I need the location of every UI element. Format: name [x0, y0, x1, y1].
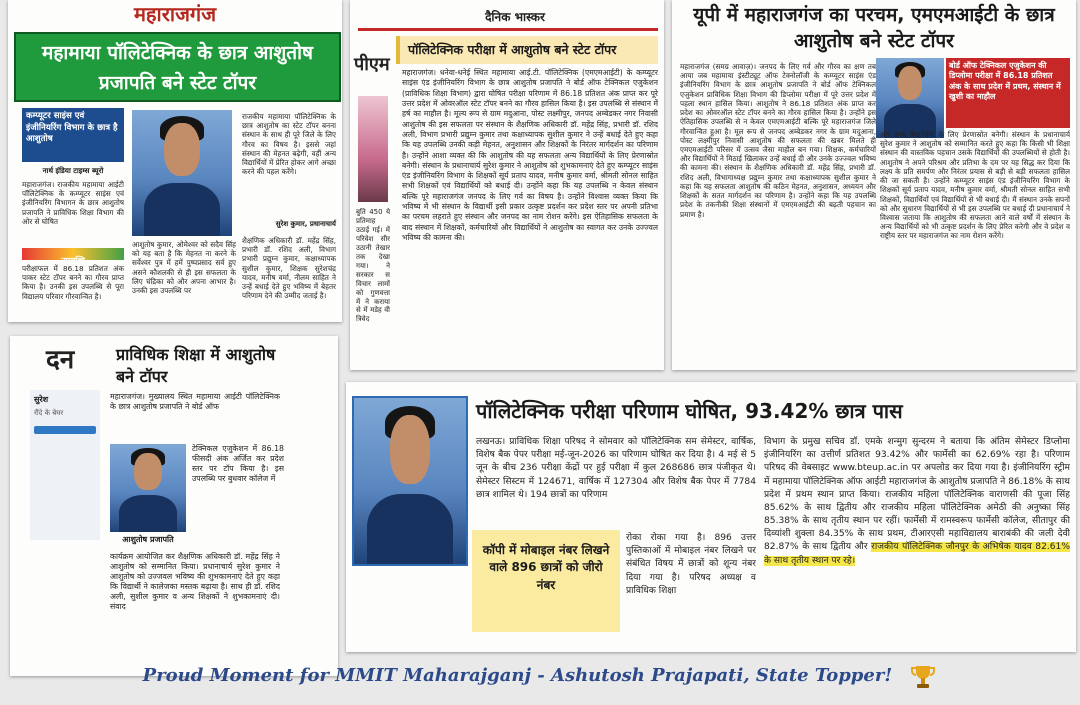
strip-label	[22, 248, 124, 265]
trophy-icon	[909, 663, 937, 691]
story-body: महाराजगंज। धनेवा-धनेई स्थित महामाया आई.टी. पॉलिटेक्निक (एमएमआईटी) के कम्प्यूटर साइंस एंड इंजीनियरिंग विभाग के छात्र आशुतोष प्रजापति ने बोर्ड ऑफ टेक्निकल एजुकेशन (प्राविधिक शिक्षा विभाग) द्वारा घोषित परीक्षा परिणाम में 86.18 प्रतिशत अंक प्राप्त कर पूरे उत्तर प्रदेश में ओवरऑल स्टेट टॉपर बनने का गौरव हासिल किया है। इस उपलब्धि से संस्थान में हर्ष का माहौल है। मूल्य रूप से ग्राम मदुआना, पोस्ट लक्ष्मीपुर, जनपद अम्बेडकर नगर निवासी आशुतोष की इस सफलता पर संस्थान के शैक्षणिक अधिकारी डॉ. महेंद्र सिंह, प्रभारी डॉ. रशिद अली, विभाग प्रभारी प्रद्युम्न कुमार तथा कक्षाध्यापक सुशील कुमार ने उन्हें बधाई देते हुए कहा कि यह उपलब्धि उनकी कड़ी मेहनत, अनुशासन और शिक्षकों के निरंतर मार्गदर्शन का परिणाम है। उन्होंने आशा व्यक्त की कि आशुतोष की यह सफलता अन्य विद्यार्थियों के लिए प्रेरणास्रोत बनेगी। संस्थान के प्रधानाचार्य सुरेश कुमार ने आशुतोष को शुभकामनाएं देते हुए कम्प्यूटर साइंस एंड इंजीनियरिंग विभाग के शिक्षकों सूर्य प्रताप यादव, मनीष कुमार वर्मा, श्रीमती सोनल साहित सभी शिक्षकों एवं विद्यार्थियों को बधाई दी। उन्होंने कहा कि यह उपलब्धि न केवल संस्थान बल्कि पूरे महाराजगंज जनपद के लिए गर्व का विषय है। उन्होंने विश्वास व्यक्त किया कि भविष्य में भी संस्थान के विद्यार्थी इसी प्रकार उत्कृष्ट प्रदर्शन कर प्रदेश स्तर पर अपनी प्रतिभा का परचम लहराते हुए संस्थान और जनपद का नाम रोशन करेंगे। इस ऐतिहासिक सफलता के बाद संस्थान में शिक्षकों, कर्मचारियों और विद्यार्थियों ने आशुतोष का स्वागत कर उनके उज्ज्वल भविष्य की कामना की।	[402, 68, 658, 242]
side-ad-text: सुरेश	[34, 395, 49, 404]
story-body-left: महाराजगंज। राजकीय महामाया आईटी पॉलिटेक्निक के कम्प्यूटर साइंस एवं इंजीनियरिंग विभागन के छात्र आशुतोष प्रजापति ने प्राविधिक शिक्षा विभाग की ओर से घोषित	[22, 180, 124, 226]
headline: प्राविधिक शिक्षा में आशुतोष बने टॉपर	[116, 345, 276, 386]
story-col2-text: विभाग के प्रमुख सचिव डॉ. एमके शन्मुग सुन्दरम ने बताया कि अंतिम सेमेस्टर डिप्लोमा इंजीनियरिंग का उत्तीर्ण प्रतिशत 93.42% और फार्मेसी का 62.69% रहा है। परिणाम परिषद की वेबसाइट www.bteup.ac.in पर अपलोड कर दिया गया है। इंजीनियरिंग स्ट्रीम में महामाया पॉलिटेक्निक ऑफ आईटी महाराजगंज के आशुतोष प्रजापति ने 86.18% के साथ प्रदेश में प्रथम स्थान प्राप्त किया। राजकीय महिला पॉलिटेक्निक वाराणसी की पूजा सिंह 85.62% के साथ द्वितीय और राजकीय महिला पॉलिटेक्निक अमेठी की अनुष्का सिंह 85.38% के साथ तृतीय स्थान पर रहीं। फार्मेसी में रामस्वरूप फार्मेसी कॉलेज, सीतापुर की दिव्यांशी शुक्ला 84.35% के साथ प्रथम, टीआरएसी महाविद्यालय बाराबंकी की जली देवी 82.87% के साथ द्वितीय और	[764, 437, 1070, 553]
callout: बोर्ड ऑफ टेक्निकल एजुकेशन की डिप्लोमा परीक्षा में 86.18 प्रतिशत अंक के साथ प्रदेश में प्रथम, संस्थान में खुशी का माहौल	[949, 61, 1061, 102]
headline: यूपी में महाराजगंज का परचम, एमएमआईटी के छात्र आशुतोष बने स्टेट टॉपर	[693, 4, 1055, 52]
story-body-mid-2: शैक्षणिक अधिकारी डॉ. महेंद्र सिंह, प्रभारी डॉ. रशिद अली, विभाग प्रभारी प्रद्युम्न कुमार, कक्षाध्यापक सुशील कुमार, शिक्षक सुरेशचंद्र यादव, मनीष वर्मा, नीलम साहित ने उन्हें बधाई देते हुए भविष्य में बेहतर परिणाम देने की उम्मीद जताई है।	[242, 236, 336, 301]
byline: नार्थ इंडिया टाइम्स ब्यूरो	[42, 166, 104, 175]
clip-up-maharajganj	[672, 0, 1076, 370]
student-photo	[132, 110, 232, 236]
callout-box	[472, 530, 620, 632]
side-ad-bar	[34, 426, 96, 434]
masthead-underline	[358, 28, 658, 31]
callout: कॉपी में मोबाइल नंबर लिखने वाले 896 छात्रों को जीरो नंबर	[482, 543, 610, 592]
side-text: बुति 450 ये प्रतिमाह उठाई गई। में परिवेश सीर उठानी तेखार तक देखा गया। ने सरकार स विचार लामों को गुणवत्ता में ने कराया से में मडेह वी त्रिवेद	[356, 208, 390, 324]
footer-text: Proud Moment for MMIT Maharajganj - Ashutosh Prajapati, State Topper!	[142, 665, 893, 686]
student-photo	[354, 398, 466, 564]
clip-pravidhik-shiksha	[10, 336, 338, 676]
dateline: दन	[46, 345, 75, 375]
story-col2	[764, 436, 1070, 648]
story-body-left-2: परीक्षाफल में 86.18 प्रतिशत अंक पाकर स्टेट टॉपर बनने का गौरव प्राप्त किया है। उनकी इस उपलब्धि से पूरा विद्यालय परिवार गौरवान्वित है।	[22, 264, 124, 301]
side-word: पीएम	[354, 54, 390, 75]
headline-banner	[14, 32, 341, 102]
side-photo	[358, 96, 388, 202]
highlighted-text: राजकीय पॉलिटेक्निक जौनपुर के अभिषेक यादव 82.61% के साथ तृतीय स्थान पर रहे।	[764, 542, 1070, 566]
story-body-narrow: टेक्निकल एजुकेशन में 86.18 फीसदी अंक अर्जित कर प्रदेश स्तर पर टॉप किया है। इस उपलब्धि पर बुधवार कॉलेज में	[192, 444, 284, 483]
story-body-right: और अन्य विद्यार्थियों के लिए प्रेरणास्रोत बनेगी। संस्थान के प्रधानाचार्य सुरेश कुमार ने आशुतोष को सम्मानित करते हुए कहा कि किसी भी शिक्षा संस्थान की वास्तविक पहचान उसके विद्यार्थियों की उपलब्धियों से होती है। आशुतोष ने अपने परिश्रम और प्रतिभा के दम पर यह सिद्ध कर दिया कि लक्ष्य के प्रति समर्पण और निरंतर प्रयास से बड़ी से बड़ी सफलता हासिल की जा सकती है। उन्होंने कम्प्यूटर साइंस एंड इंजीनियरिंग विभाग के शिक्षकों सूर्य प्रताप यादव, मनीष कुमार वर्मा, श्रीमती सोनल साहित सभी शिक्षकों, विद्यार्थियों एवं विद्यार्थियों से भी बधाई दी। मैं संस्थान उनके सपनों को और सुधारण विद्यार्थियों से भी इस उपलब्धि पर बधाई दी प्रधानाचार्य ने विश्वास जताया कि आशुतोष की सफलता आने वाले वर्षों में संस्थान के अन्य विद्यार्थियों को भी उत्कृष्ट प्रदर्शन के लिए प्रेरित करेगी और वे प्रदेश व राष्ट्रीय स्तर पर महाराजगंज का नाम रोशन करेंगे।	[880, 130, 1070, 241]
clip-maharajganj-news	[8, 0, 342, 322]
headline-box	[396, 36, 658, 64]
story-body-mid: आशुतोष कुमार, ओमेश्वर को सदैव सिंह को यह बता है कि मेहनत ना करने के सर्वेश्वर पुत्र में हमें पुष्पप्रसाद सर्व हुए असने कौशलकी से ही इस सफलता के लिए चंद्रिका को और अपना आभार है। उनकी इस उपलब्धि पर	[132, 240, 236, 296]
story-body-top: महाराजगंज। मुख्यालय स्थित महामाया आईटी पॉलिटेक्निक के छात्र आशुतोष प्रजापति ने बोर्ड ऑफ	[110, 392, 280, 411]
clip-polytechnic-result	[346, 382, 1076, 652]
strip-label-text: उपलब्धि	[61, 256, 85, 265]
signature: सुरेश कुमार, प्रधानाचार्य	[275, 220, 336, 228]
photo-caption: आशुतोष प्रजापति	[122, 535, 174, 544]
clip-dainik-bhaskar	[350, 0, 664, 370]
headline: पॉलिटेक्निक परीक्षा में आशुतोष बने स्टेट टॉपर	[408, 42, 617, 57]
masthead: दैनिक भास्कर	[485, 10, 545, 24]
story-body-right: राजकीय महामाया पॉलिटेक्निक के छात्र आशुतोष का स्टेट टॉपर बनना संस्थान के साथ ही पूरे जिले के लिए गौरव का विषय है। इससे जहां संस्थान की मेहनत बढ़ेगी, वहीं अन्य विद्यार्थियों में प्रेरित होकर आगे अच्छा करने की पहल करेंगे।	[242, 112, 336, 177]
side-ad-text-2: रौंदे के बेघर	[34, 409, 64, 417]
story-body-bottom: कार्यक्रम आयोजित कर शैक्षणिक अधिकारी डॉ. महेंद्र सिंह ने आशुतोष को सम्मानित किया। प्रधानाचार्य सुरेश कुमार ने आशुतोष को उज्जवल भविष्य की शुभकामनाएं देते हुए कहा कि विद्यार्थी ने कालेजका मस्तक बढ़ाया है। साथ ही डॉ. रशिद अली, सुशील कुमार व अन्य शिक्षकों ने शुभकामनाएं दी। संवाद	[110, 552, 280, 611]
headline: पॉलिटेक्निक परीक्षा परिणाम घोषित, 93.42% छात्र पास	[476, 399, 903, 423]
subhead-box	[22, 108, 124, 162]
headline: महामाया पॉलिटेक्निक के छात्र आशुतोष प्रजापति बने स्टेट टॉपर	[41, 42, 313, 94]
student-photo	[110, 444, 186, 532]
footer-banner	[0, 656, 1080, 696]
subhead: कम्प्यूटर साइंस एवं इंजीनियरिंग विभाग के छात्र है आशुतोष	[26, 111, 118, 145]
story-col1-top: लखनऊ। प्राविधिक शिक्षा परिषद ने सोमवार को पॉलिटेक्निक सम सेमेस्टर, वार्षिक, विशेष बैक पेपर परीक्षा मई-जून-2026 का परिणाम घोषित कर दिया है। 4 मई से 5 जून के बीच 236 परीक्षा केंद्रों पर हुई परीक्षा में कुल 268686 छात्र पंजीकृत थे। सेमेस्टर सिस्टम में 124671, वार्षिक में 127304 और विशेष बैक पेपर में 7784 छात्र शामिल थे। 194 छात्रों का परिणाम	[476, 437, 756, 500]
story-col1-bottom: रोका रोका गया है। 896 उत्तर पुस्तिकाओं में मोबाइल नंबर लिखने पर संबंधित विषय में छात्रों को शून्य नंबर दिया गया है। परिषद अध्यक्ष व प्राविधिक शिक्षा	[626, 533, 756, 596]
student-photo	[876, 58, 944, 138]
side-ad	[30, 390, 100, 540]
callout-box	[946, 58, 1070, 128]
masthead: महाराजगंज	[133, 2, 217, 26]
story-body-left: महाराजगंज (समग्र आवाज़)। जनपद के लिए गर्व और गौरव का क्षण तब आया जब महामाया इंस्टीट्यूट ऑफ टेक्नोलॉजी के कम्प्यूटर साइंस एंड इंजीनियरिंग विभाग के छात्र आशुतोष प्रजापति ने बोर्ड ऑफ टेक्निकल एजुकेशन प्राविधिक शिक्षा विभाग की डिप्लोमा परीक्षा में पूरे उत्तर प्रदेश में पहला स्थान हासिल किया। आशुतोष ने 86.18 प्रतिशत अंक प्राप्त कर प्रदेश का ओवरऑल स्टेट टॉपर बनने का गौरव हासिल किया है। उन्होंने इस ऐतिहासिक उपलब्धि से न केवल एमएमआईटी बल्कि पूरे महाराजगंज जिले गौरवान्वित हुआ है। मूल रूप से जनपद अम्बेडकर नगर के ग्राम मदुआना, पोस्ट लक्ष्मीपुर निवासी आशुतोष की सफलता की खबर मिलते ही एमएमआईटी परिसर में उत्सव जैसा माहौल बन गया। शिक्षक, कर्मचारियों और विद्यार्थियों ने मिठाई खिलाकर उन्हें बधाई दी और उनके उज्ज्वल भविष्य की कामना की। संस्थान के शैक्षणिक अधिकारी डॉ. महेंद्र सिंह, प्रभारी डॉ. रशिद अली, विभागाध्यक्ष प्रद्युम्न कुमार तथा कक्षाध्यापक सुशील कुमार ने कहा कि यह सफलता आशुतोष की कठिन मेहनत, अनुशासन, अध्ययन और शिक्षकों के सतत मार्गदर्शन का परिणाम है। उन्होंने कहा कि यह उपलब्धि प्रदेश के तकनीकी शिक्षा संस्थानों में एमएमआईटी की बढ़ती पहचान का प्रमाण है।	[680, 62, 876, 219]
